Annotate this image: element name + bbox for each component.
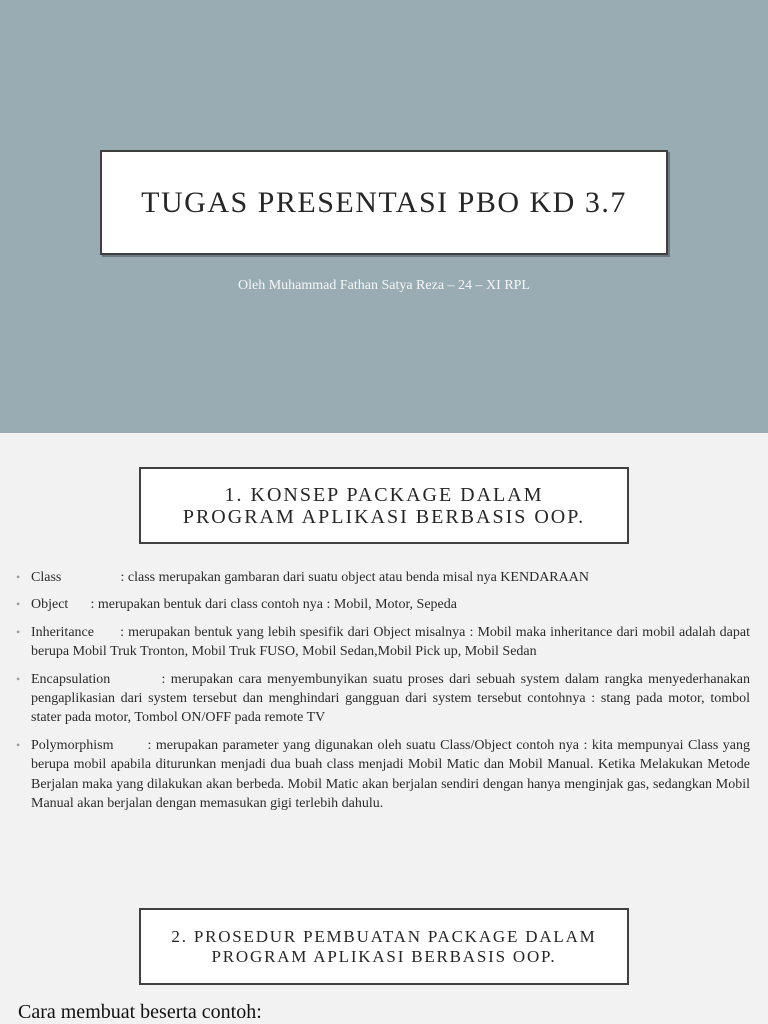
term-description: : merupakan cara menyembunyikan suatu proses dari sebuah system dalam rangka menyederhanakan pengaplikasian dari system tersebut dan menghindari gangguan dari system tersebut contohnya : stang pada motor, tombol stater pada motor, Tombol ON/OFF pada remote TV	[31, 671, 751, 726]
term-description: : merupakan bentuk dari class contoh nya : Mobil, Motor, Sepeda	[90, 597, 457, 613]
body-text: Cara membuat beserta contoh:	[18, 1001, 262, 1023]
term-inheritance: Inheritance	[31, 624, 94, 640]
bullet-icon: •	[16, 624, 21, 639]
section-heading-2-line2: PROGRAM APLIKASI BERBASIS OOP.	[211, 946, 557, 966]
slide-subtitle: Oleh Muhammad Fathan Satya Reza – 24 – XI RPL	[237, 278, 530, 293]
section-heading-2-line1: 2. PROSEDUR PEMBUATAN PACKAGE DALAM	[171, 926, 597, 946]
bullet-icon: •	[16, 597, 21, 612]
term-class: Class	[31, 570, 62, 585]
section-heading-1	[139, 467, 629, 544]
list-item	[16, 623, 750, 662]
term-polymorphism: Polymorphism	[31, 737, 114, 753]
term-encapsulation: Encapsulation	[31, 671, 111, 687]
section-heading-2	[139, 908, 629, 985]
title-box	[100, 150, 668, 255]
bullet-icon: •	[16, 737, 21, 752]
slide-title: TUGAS PRESENTASI PBO KD 3.7	[141, 185, 627, 219]
list-item	[16, 568, 750, 587]
term-object: Object	[31, 597, 69, 613]
section-heading-1-line2: PROGRAM APLIKASI BERBASIS OOP.	[182, 505, 586, 528]
title-slide	[0, 0, 768, 433]
bullet-icon: •	[16, 570, 21, 584]
list-item	[16, 736, 750, 814]
section-heading-1-line1: 1. KONSEP PACKAGE DALAM	[224, 483, 544, 506]
list-item	[16, 595, 750, 614]
term-description: : class merupakan gambaran dari suatu object atau benda misal nya KENDARAAN	[120, 570, 589, 585]
bullet-icon: •	[16, 671, 21, 686]
list-item	[16, 670, 750, 728]
content-slide	[0, 433, 768, 1024]
concept-list	[16, 568, 750, 821]
term-description: : merupakan parameter yang digunakan oleh suatu Class/Object contoh nya : kita mempunyai Class yang berupa mobil apabila diturunkan menjadi dua buah class menjadi Mobil Matic dan Mobil Manual. Ketika Melakukan Metode Berjalan maka yang dilakukan akan berbeda. Mobil Matic akan berjalan sendiri dengan hanya menginjak gas, sedangkan Mobil Manual akan berjalan dengan memasukan gigi terlebih dahulu.	[31, 737, 751, 812]
term-description: : merupakan bentuk yang lebih spesifik dari Object misalnya : Mobil maka inheritance dari mobil adalah dapat berupa Mobil Truk Tronton, Mobil Truk FUSO, Mobil Sedan,Mobil Pick up, Mobil Sedan	[31, 624, 750, 660]
